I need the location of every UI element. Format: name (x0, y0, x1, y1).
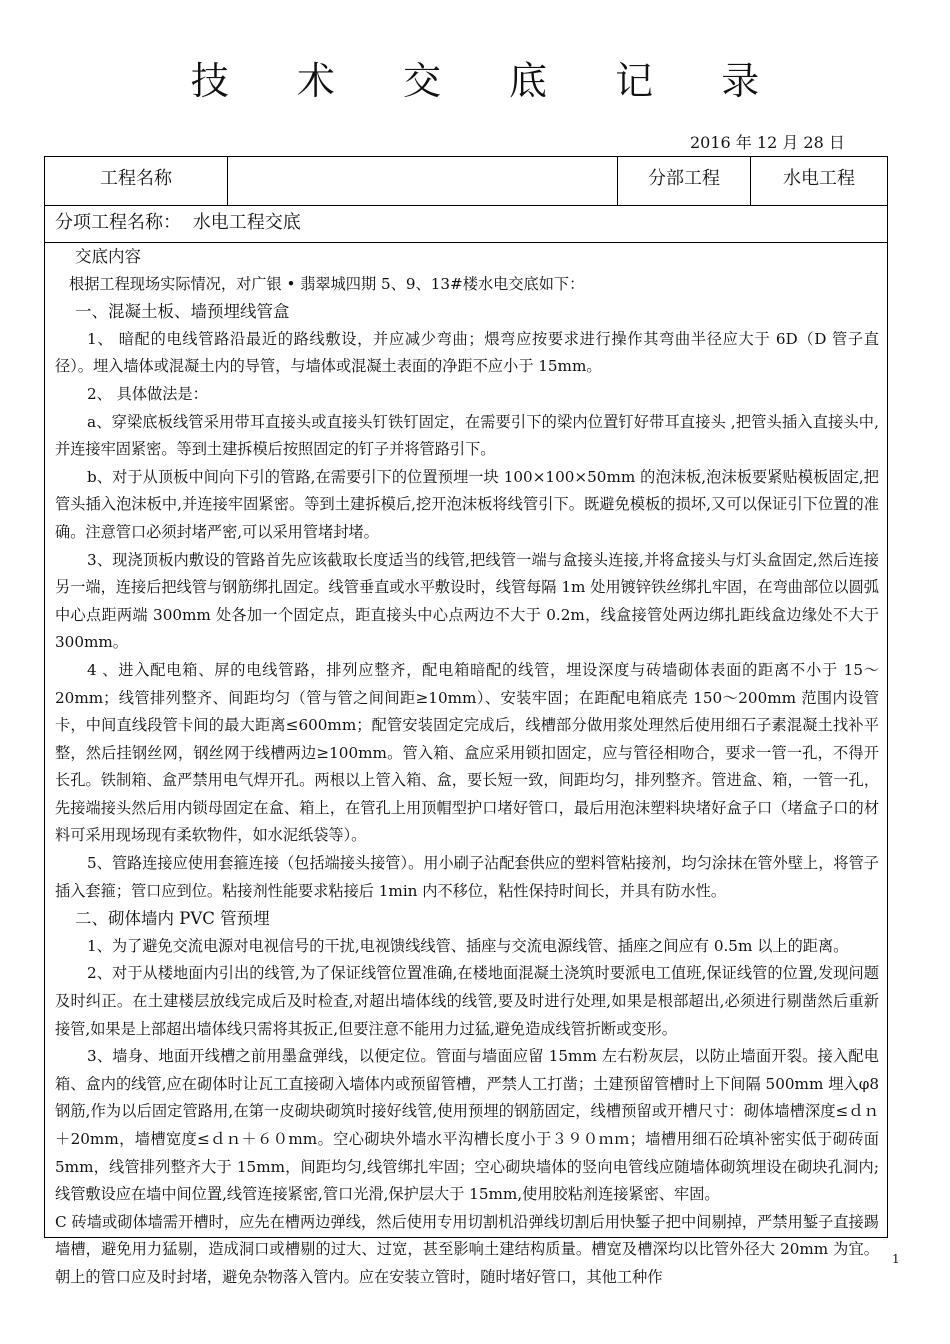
content-heading: 交底内容 (75, 247, 141, 266)
record-date: 2016 年 12 月 28 日 (690, 133, 845, 152)
sub-project-label: 分部工程 (618, 157, 751, 205)
content-area (45, 243, 887, 1292)
paragraph: 3、现浇顶板内敷设的管路首先应该截取长度适当的线管,把线管一端与盒接头连接,并将盒接头与灯头盒固定,然后连接另一端，连接后把线管与钢筋绑扎固定。线管垂直或水平敷设时，线管每隔 1m 处用镀锌铁丝绑扎牢固，在弯曲部位以圆弧中心点距两端 300mm 处各加一个固定点，距直接头中心点两边不大于 0.2m，线盒接管处两边绑扎距线盒边缘处不大于 300mm。 (55, 550, 879, 652)
item-label: 分项工程名称： (55, 212, 181, 233)
project-name-label: 工程名称 (45, 157, 228, 205)
paragraph: 2、对于从楼地面内引出的线管,为了保证线管位置准确,在楼地面混凝土浇筑时要派电工值班,保证线管的位置,发现问题及时纠正。在土建楼层放线完成后及时检查,对超出墙体线的线管,要及时进行处理,如果是根部超出,必须进行剔凿然后重新接管,如果是上部超出墙体线只需将其扳正,但要注意不能用力过猛,避免造成线管折断或变形。 (55, 964, 879, 1038)
section-1-title: 一、混凝土板、墙预埋线管盒 (75, 302, 290, 322)
paragraph: 4 、进入配电箱、屏的电线管路，排列应整齐，配电箱暗配的线管，埋设深度与砖墙砌体表面的距离不小于 15～20mm；线管排列整齐、间距均匀（管与管之间间距≥10mm）、安装牢固；在距配电箱底壳 150～200mm 范围内设管卡，中间直线段管卡间的最大距离≤600mm；配管安装固定完成后，线槽部分做用浆处理然后使用细石子素混凝土找补平整，然后挂钢丝网，钢丝网于线槽两边≥100mm。管入箱、盒应采用锁扣固定，应与管径相吻合，要求一管一孔，不得开长孔。铁制箱、盒严禁用电气焊开孔。两根以上管入箱、盒，要长短一致，间距均匀，排列整齐。管进盒、箱，一管一孔，先接端接头然后用内锁母固定在盒、箱上，在管孔上用顶帽型护口堵好管口，最后用泡沫塑料块堵好盒子口（堵盒子口的材料可采用现场现有柔软物件，如水泥纸袋等）。 (55, 660, 879, 845)
item-value: 水电工程交底 (192, 212, 301, 233)
page-number: 1 (892, 1252, 900, 1266)
paragraph: 1、为了避免交流电源对电视信号的干扰,电视馈线线管、插座与交流电源线管、插座之间应有 0.5m 以上的距离。 (87, 936, 849, 955)
document-title: 技 术 交 底 记 录 (190, 59, 788, 103)
intro-text: 根据工程现场实际情况，对广银 • 翡翠城四期 5、9、13#楼水电交底如下： (69, 274, 585, 293)
header-row (45, 157, 887, 206)
item-row (45, 205, 887, 243)
paragraph: a、穿梁底板线管采用带耳直接头或直接头钉铁钉固定，在需要引下的梁内位置钉好带耳直接头 ,把管头插入直接头中,并连接牢固紧密。等到土建拆模后按照固定的钉子并将管路引下。 (55, 412, 879, 459)
record-table (44, 156, 888, 1286)
paragraph: 1、 暗配的电线管路沿最近的路线敷设，并应减少弯曲；煨弯应按要求进行操作其弯曲半径应大于 6D（D 管子直径）。埋入墙体或混凝土内的导管，与墙体或混凝土表面的净距不应小于 15mm。 (55, 329, 879, 376)
paragraph: 5、管路连接应使用套箍连接（包括端接头接管）。用小刷子沾配套供应的塑料管粘接剂，均匀涂抹在管外壁上，将管子插入套箍；管口应到位。粘接剂性能要求粘接后 1min 内不移位，粘性保持时间长，并具有防水性。 (55, 854, 879, 900)
project-name-value (228, 157, 618, 205)
sub-project-value: 水电工程 (783, 168, 855, 189)
paragraph: 2、 具体做法是： (87, 384, 208, 403)
paragraph: b、对于从顶板中间向下引的管路,在需要引下的位置预埋一块 100×100×50mm 的泡沫板,泡沫板要紧贴模板固定,把管头插入泡沫板中,并连接牢固紧密。等到土建拆模后,挖开泡沫板将线管引下。既避免模板的损坏,又可以保证引下位置的准确。注意管口必须封堵严密,可以采用管堵封堵。 (55, 467, 879, 541)
paragraph: 3、墙身、地面开线槽之前用墨盒弹线，以便定位。管面与墙面应留 15mm 左右粉灰层，以防止墙面开裂。接入配电箱、盒内的线管,应在砌体时让瓦工直接砌入墙体内或预留管槽，严禁人工打凿；土建预留管槽时上下间隔 500mm 埋入φ8 钢筋,作为以后固定管路用,在第一皮砌块砌筑时接好线管,使用预埋的钢筋固定，线槽预留或开槽尺寸：砌体墙槽深度≤ｄｎ＋20mm，墙槽宽度≤ｄｎ＋６０mm。空心砌块外墙水平沟槽长度小于３９０ｍｍ；墙槽用细石砼填补密实低于砌砖面 5mm，线管排列整齐大于 15mm，间距均匀,线管绑扎牢固；空心砌块墙体的竖向电管线应随墙体砌筑埋设在砌块孔洞内;线管敷设应在墙中间位置,线管连接紧密,管口光滑,保护层大于 15mm,使用胶粘剂连接紧密、牢固。 (55, 1047, 879, 1204)
section-2-title: 二、砌体墙内 PVC 管预埋 (75, 909, 270, 929)
paragraph: C 砖墙或砌体墙需开槽时，应先在槽两边弹线，然后使用专用切割机沿弹线切割后用快錾子把中间剔掉，严禁用錾子直接踢墙槽，避免用力猛剔，造成洞口或槽剔的过大、过宽，甚至影响土建结构质量。槽宽及槽深均以比管外径大 20mm 为宜。朝上的管口应及时封堵，避免杂物落入管内。应在安装立管时，随时堵好管口，其他工种作 (55, 1212, 879, 1286)
